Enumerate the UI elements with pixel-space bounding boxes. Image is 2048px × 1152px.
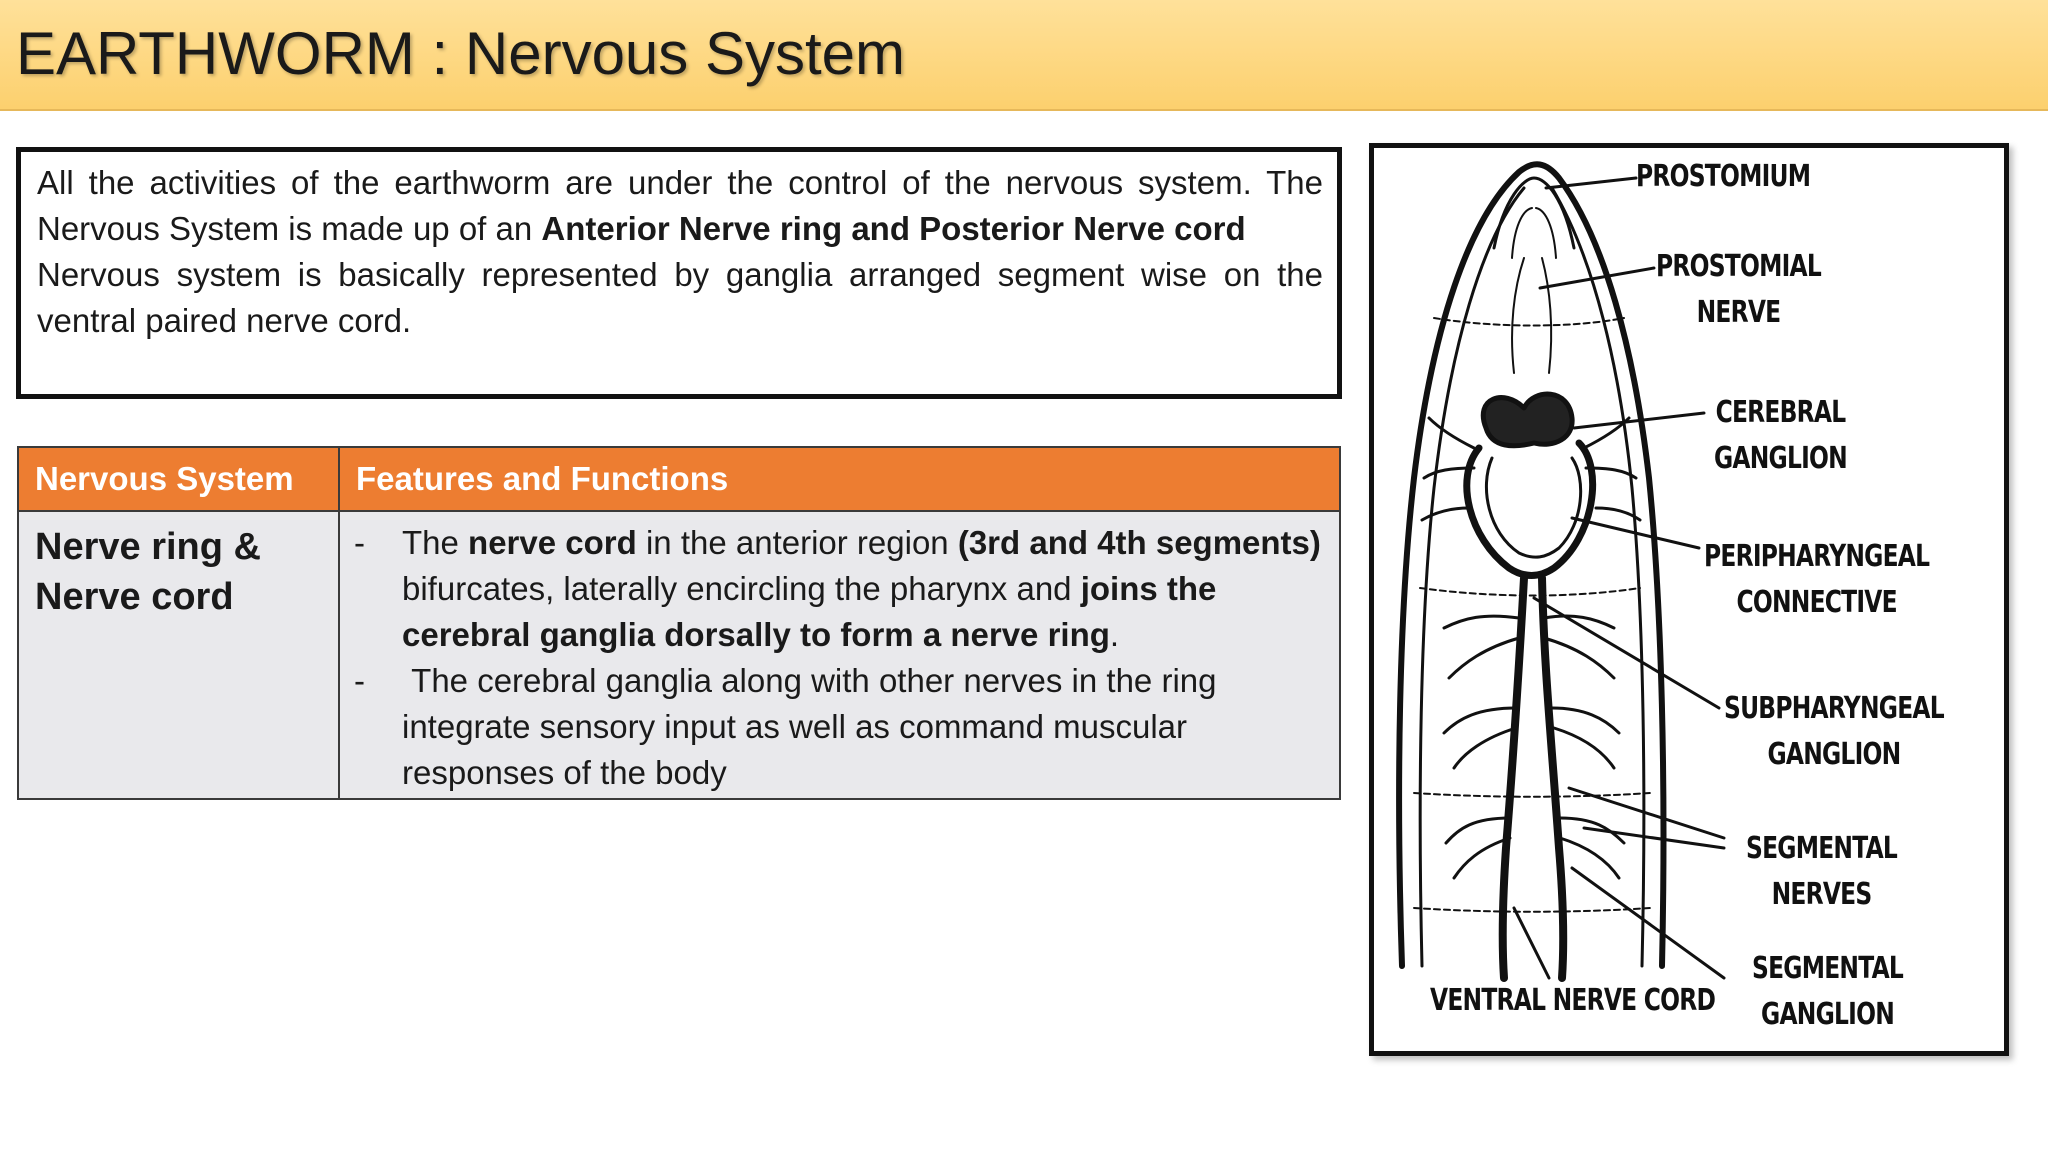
label-subpharyngeal-ganglion bbox=[1724, 686, 1944, 778]
intro-text-box bbox=[16, 147, 1342, 399]
label-segmental-ganglion-2: GANGLION bbox=[1761, 997, 1895, 1032]
label-peripharyngeal-connective bbox=[1704, 534, 1929, 626]
intro-paragraph-2: Nervous system is basically represented by ganglia arranged segment wise on the ventral paired nerve cord. bbox=[37, 256, 1323, 339]
label-cerebral-ganglion-1: CEREBRAL bbox=[1715, 395, 1846, 430]
label-peripharyngeal-2: CONNECTIVE bbox=[1736, 585, 1897, 620]
title-bar bbox=[0, 0, 2048, 111]
row-name-cell bbox=[19, 510, 340, 798]
bullet-item-1 bbox=[352, 520, 1329, 658]
bullet1-text-b: in the anterior region bbox=[636, 524, 958, 561]
header-nervous-system: Nervous System bbox=[19, 448, 340, 510]
label-prostomial-nerve bbox=[1656, 244, 1821, 336]
label-subpharyngeal-2: GANGLION bbox=[1767, 737, 1901, 772]
label-prostomial-nerve-1: PROSTOMIAL bbox=[1656, 249, 1821, 284]
bullet1-bold-c: joins the cerebral ganglia dorsally to form a nerve ring bbox=[402, 570, 1217, 653]
bullet1-bold-a: nerve cord bbox=[468, 524, 637, 561]
label-segmental-nerves-1: SEGMENTAL bbox=[1746, 831, 1898, 866]
label-ventral-nerve-cord: VENTRAL NERVE CORD bbox=[1430, 983, 1716, 1018]
label-segmental-ganglion bbox=[1752, 946, 1903, 1038]
label-segmental-nerves bbox=[1746, 826, 1897, 918]
bullet-marker: - bbox=[354, 524, 365, 561]
intro-bold-text: Anterior Nerve ring and Posterior Nerve cord bbox=[541, 210, 1246, 247]
bullet1-text-a: The bbox=[402, 524, 469, 561]
row-features-cell bbox=[340, 510, 1339, 798]
ventral-nerve-cord bbox=[1503, 578, 1524, 978]
label-cerebral-ganglion-2: GANGLION bbox=[1714, 441, 1847, 476]
cerebral-ganglion bbox=[1483, 394, 1572, 446]
label-subpharyngeal-1: SUBPHARYNGEAL bbox=[1724, 691, 1944, 726]
bullet1-bold-b: (3rd and 4th segments) bbox=[957, 524, 1321, 561]
header-features-functions: Features and Functions bbox=[340, 448, 1339, 510]
body-outline bbox=[1399, 164, 1663, 966]
bullet-text-2: The cerebral ganglia along with other nerves in the ring integrate sensory input as well as command muscular responses of the body bbox=[402, 662, 1226, 791]
row-name-line-2: Nerve cord bbox=[35, 576, 234, 618]
label-segmental-nerves-2: NERVES bbox=[1771, 877, 1872, 912]
bullet-marker: - bbox=[354, 662, 365, 699]
label-segmental-ganglion-1: SEGMENTAL bbox=[1752, 951, 1904, 986]
features-table bbox=[17, 446, 1341, 800]
bullet1-text-d: . bbox=[1109, 616, 1120, 653]
bullet-item-2 bbox=[352, 658, 1329, 796]
label-prostomial-nerve-2: NERVE bbox=[1696, 295, 1781, 330]
label-prostomium: PROSTOMIUM bbox=[1636, 159, 1811, 194]
earthworm-nervous-system-diagram bbox=[1369, 143, 2009, 1056]
intro-paragraph-1 bbox=[37, 160, 1323, 252]
row-name-line-1: Nerve ring & bbox=[35, 526, 261, 568]
label-peripharyngeal-1: PERIPHARYNGEAL bbox=[1704, 539, 1930, 574]
bullet1-text-c: bifurcates, laterally encircling the pharynx and bbox=[402, 570, 1081, 607]
slide-title: EARTHWORM : Nervous System bbox=[16, 20, 906, 87]
bullet-text-1 bbox=[402, 520, 1329, 658]
intro-text: All the activities of the earthworm are under the control of the nervous system. The Nervous System is made up of an bbox=[37, 164, 1323, 247]
label-cerebral-ganglion bbox=[1714, 390, 1847, 482]
